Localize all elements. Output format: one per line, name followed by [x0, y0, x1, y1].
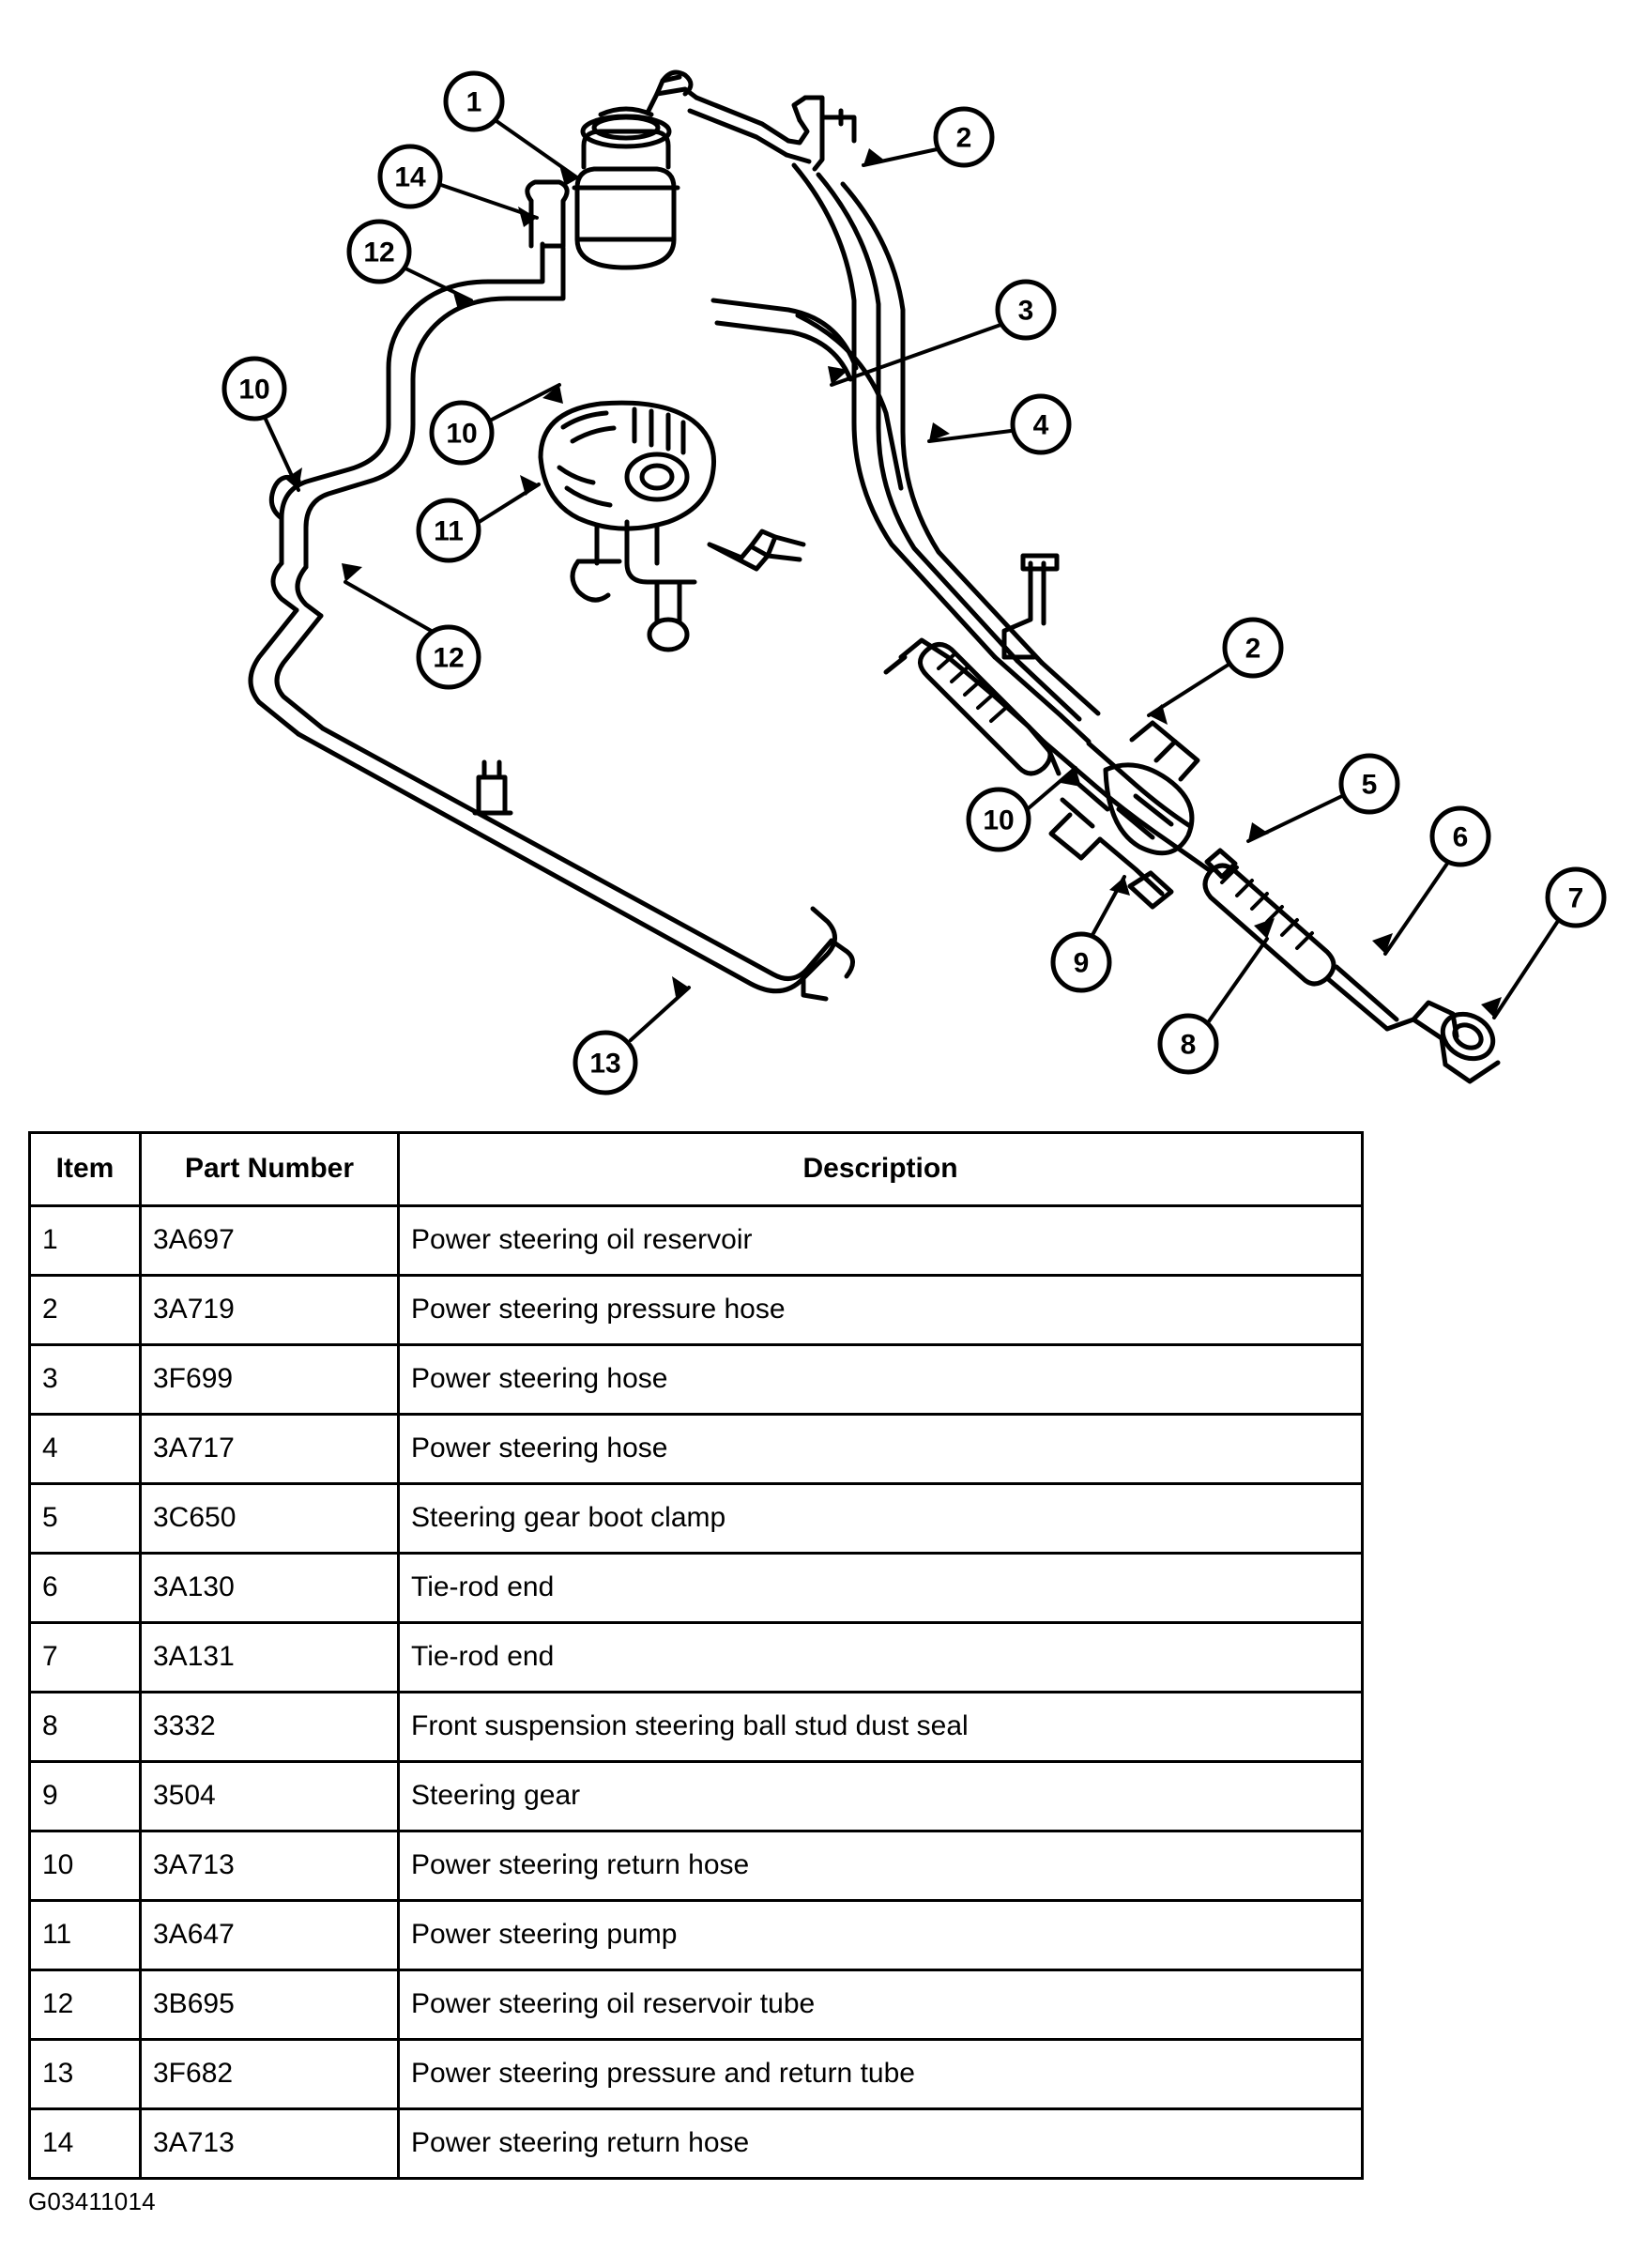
cell-item: 12	[30, 1970, 141, 2040]
callout-9	[1053, 934, 1109, 990]
parts-table	[28, 1131, 1364, 2180]
callout-label: 12	[433, 642, 465, 674]
cell-description: Power steering pressure and return tube	[399, 2040, 1363, 2109]
callout-label: 11	[434, 515, 464, 547]
cell-part-number: 3A713	[141, 1831, 399, 1901]
table-row	[30, 1554, 1363, 1623]
table-row	[30, 1415, 1363, 1484]
callout-label: 10	[238, 374, 270, 406]
callout-13	[575, 1033, 635, 1093]
callout-label: 4	[1032, 409, 1049, 441]
table-row	[30, 2040, 1363, 2109]
cell-part-number: 3A697	[141, 1206, 399, 1276]
callout-1	[446, 73, 502, 130]
cell-part-number: 3F699	[141, 1345, 399, 1415]
callout-2a	[936, 109, 992, 165]
cell-description: Power steering pump	[399, 1901, 1363, 1970]
callout-label: 9	[1073, 947, 1090, 979]
cell-item: 6	[30, 1554, 141, 1623]
callout-10b	[432, 403, 492, 463]
column-header-part-number: Part Number	[141, 1133, 399, 1206]
callout-label: 8	[1180, 1029, 1197, 1061]
cell-item: 8	[30, 1693, 141, 1762]
callout-10a	[224, 359, 284, 419]
cell-part-number: 3A717	[141, 1415, 399, 1484]
callout-label: 5	[1361, 769, 1378, 801]
figure-code: G03411014	[28, 2187, 156, 2215]
cell-part-number: 3A647	[141, 1901, 399, 1970]
cell-description: Power steering return hose	[399, 1831, 1363, 1901]
cell-description: Power steering return hose	[399, 2109, 1363, 2179]
callout-3	[998, 282, 1054, 338]
table-row	[30, 2109, 1363, 2179]
column-header-description: Description	[399, 1133, 1363, 1206]
callout-label: 2	[955, 122, 972, 154]
cell-item: 10	[30, 1831, 141, 1901]
diagram-svg	[0, 0, 1634, 1117]
cell-item: 13	[30, 2040, 141, 2109]
cell-item: 3	[30, 1345, 141, 1415]
cell-description: Steering gear	[399, 1762, 1363, 1831]
cell-part-number: 3A130	[141, 1554, 399, 1623]
cell-part-number: 3A713	[141, 2109, 399, 2179]
cell-part-number: 3A131	[141, 1623, 399, 1693]
diagram-linework	[251, 72, 1560, 1081]
cell-part-number: 3B695	[141, 1970, 399, 2040]
cell-description: Power steering hose	[399, 1345, 1363, 1415]
cell-item: 14	[30, 2109, 141, 2179]
callout-label: 3	[1017, 295, 1034, 327]
cell-item: 2	[30, 1276, 141, 1345]
cell-description: Tie-rod end	[399, 1623, 1363, 1693]
callout-5	[1341, 756, 1397, 812]
cell-item: 9	[30, 1762, 141, 1831]
callout-4	[1013, 396, 1069, 452]
cell-description: Front suspension steering ball stud dust seal	[399, 1693, 1363, 1762]
cell-description: Power steering hose	[399, 1415, 1363, 1484]
table-row	[30, 1276, 1363, 1345]
cell-item: 4	[30, 1415, 141, 1484]
callout-8	[1160, 1016, 1216, 1072]
callout-12b	[419, 627, 479, 687]
cell-description: Steering gear boot clamp	[399, 1484, 1363, 1554]
callout-label: 1	[466, 86, 482, 118]
callout-label: 7	[1567, 882, 1584, 914]
callout-label: 10	[446, 418, 478, 450]
callout-12a	[349, 222, 409, 282]
callout-11	[419, 500, 479, 560]
table-header-row	[30, 1133, 1363, 1206]
cell-item: 11	[30, 1901, 141, 1970]
column-header-item: Item	[30, 1133, 141, 1206]
callout-label: 13	[589, 1048, 621, 1080]
table-row	[30, 1970, 1363, 2040]
callout-7	[1548, 869, 1604, 926]
cell-item: 1	[30, 1206, 141, 1276]
callout-label: 12	[363, 237, 395, 268]
callout-14	[380, 146, 440, 207]
table-row	[30, 1693, 1363, 1762]
table-row	[30, 1206, 1363, 1276]
cell-part-number: 3C650	[141, 1484, 399, 1554]
callout-label: 10	[983, 805, 1015, 836]
table-row	[30, 1484, 1363, 1554]
cell-description: Power steering pressure hose	[399, 1276, 1363, 1345]
cell-part-number: 3F682	[141, 2040, 399, 2109]
cell-description: Power steering oil reservoir	[399, 1206, 1363, 1276]
table-row	[30, 1762, 1363, 1831]
cell-part-number: 3504	[141, 1762, 399, 1831]
cell-part-number: 3A719	[141, 1276, 399, 1345]
cell-description: Power steering oil reservoir tube	[399, 1970, 1363, 2040]
cell-description: Tie-rod end	[399, 1554, 1363, 1623]
cell-part-number: 3332	[141, 1693, 399, 1762]
power-steering-diagram	[0, 0, 1634, 1117]
table-row	[30, 1623, 1363, 1693]
cell-item: 7	[30, 1623, 141, 1693]
table-row	[30, 1831, 1363, 1901]
callout-2b	[1225, 620, 1281, 676]
callout-label: 14	[394, 161, 426, 193]
parts-table-container	[28, 1131, 1361, 2180]
table-row	[30, 1345, 1363, 1415]
callout-6	[1432, 808, 1489, 865]
callout-label: 2	[1245, 633, 1261, 665]
callout-label: 6	[1452, 821, 1469, 853]
callout-10c	[969, 789, 1029, 850]
cell-item: 5	[30, 1484, 141, 1554]
table-row	[30, 1901, 1363, 1970]
